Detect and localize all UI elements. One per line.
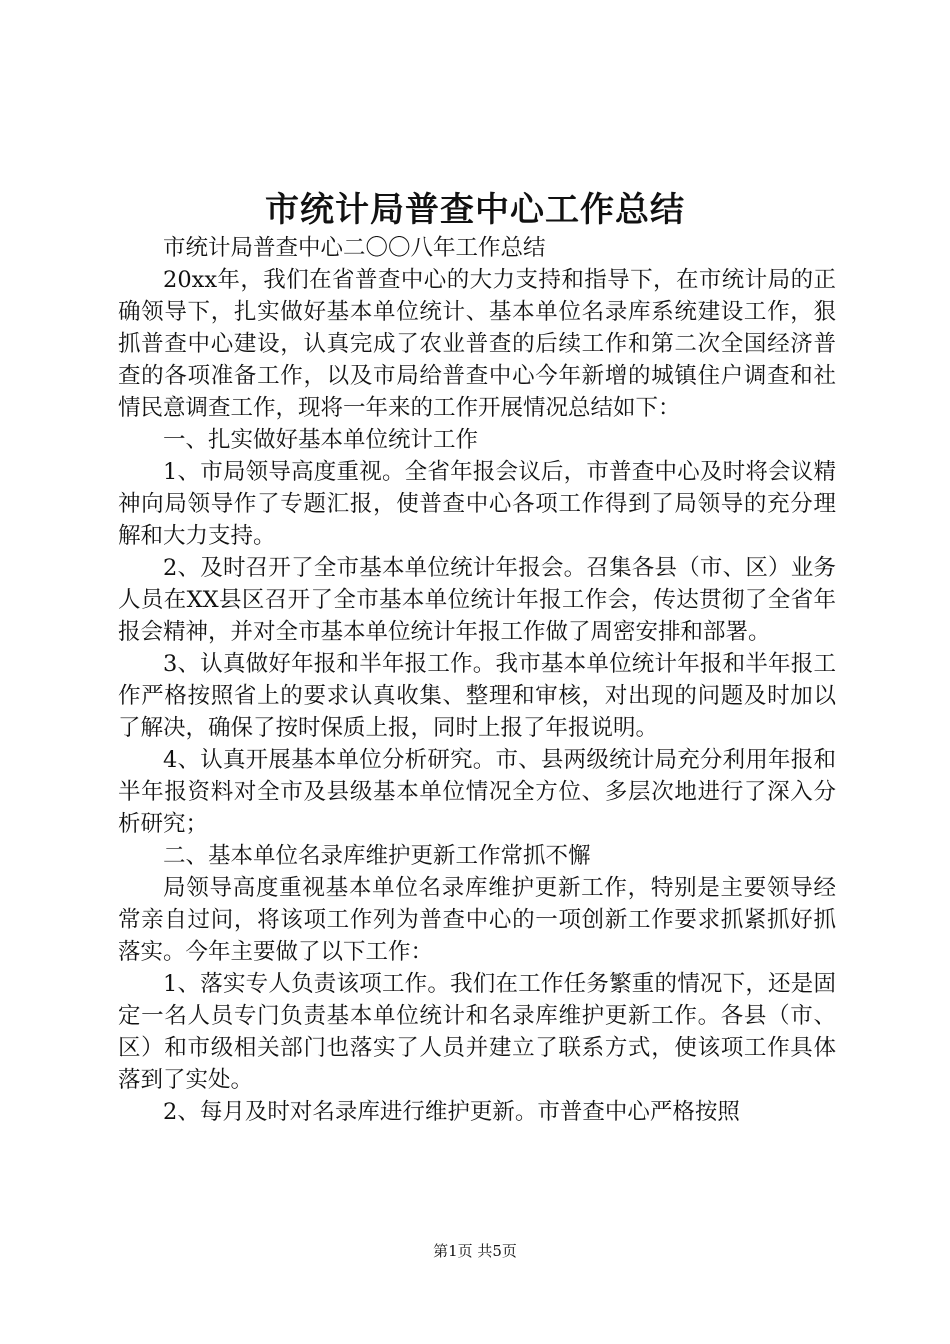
paragraph-item: 2、每月及时对名录库进行维护更新。市普查中心严格按照 [163,1099,740,1125]
section-heading-2: 二、基本单位名录库维护更新工作常抓不懈 [163,843,591,869]
paragraph-item: 4、认真开展基本单位分析研究。市、县两级统计局充分利用年报和半年报资料对全市及县级基本单位情况全方位、多层次地进行了深入分析研究； [118,747,836,837]
paragraph-item: 3、认真做好年报和半年报工作。我市基本单位统计年报和半年报工作严格按照省上的要求认真收集、整理和审核，对出现的问题及时加以了解决，确保了按时保质上报，同时上报了年报说明。 [118,651,836,741]
paragraph-item: 1、市局领导高度重视。全省年报会议后，市普查中心及时将会议精神向局领导作了专题汇报，使普查中心各项工作得到了局领导的充分理解和大力支持。 [118,459,836,549]
page-footer: 第1页 共5页 [433,1242,517,1260]
paragraph-intro: 20xx年，我们在省普查中心的大力支持和指导下，在市统计局的正确领导下，扎实做好基本单位统计、基本单位名录库系统建设工作，狠抓普查中心建设，认真完成了农业普查的后续工作和第二次全国经济普查的各项准备工作，以及市局给普查中心今年新增的城镇住户调查和社情民意调查工作，现将一年来的工作开展情况总结如下： [118,267,836,421]
paragraph-section-intro: 局领导高度重视基本单位名录库维护更新工作，特别是主要领导经常亲自过问，将该项工作列为普查中心的一项创新工作要求抓紧抓好抓落实。今年主要做了以下工作： [118,875,836,965]
paragraph-item: 2、及时召开了全市基本单位统计年报会。召集各县（市、区）业务人员在XX县区召开了全市基本单位统计年报工作会，传达贯彻了全省年报会精神，并对全市基本单位统计年报工作做了周密安排和部署。 [118,555,836,645]
section-heading-1: 一、扎实做好基本单位统计工作 [163,427,479,453]
paragraph-item: 1、落实专人负责该项工作。我们在工作任务繁重的情况下，还是固定一名人员专门负责基本单位统计和名录库维护更新工作。各县（市、区）和市级相关部门也落实了人员并建立了联系方式，使该项工作具体落到了实处。 [118,971,836,1093]
document-body [118,232,836,1128]
paragraph-subtitle: 市统计局普查中心二〇〇八年工作总结 [163,235,546,261]
document-title: 市统计局普查中心工作总结 [265,190,685,230]
